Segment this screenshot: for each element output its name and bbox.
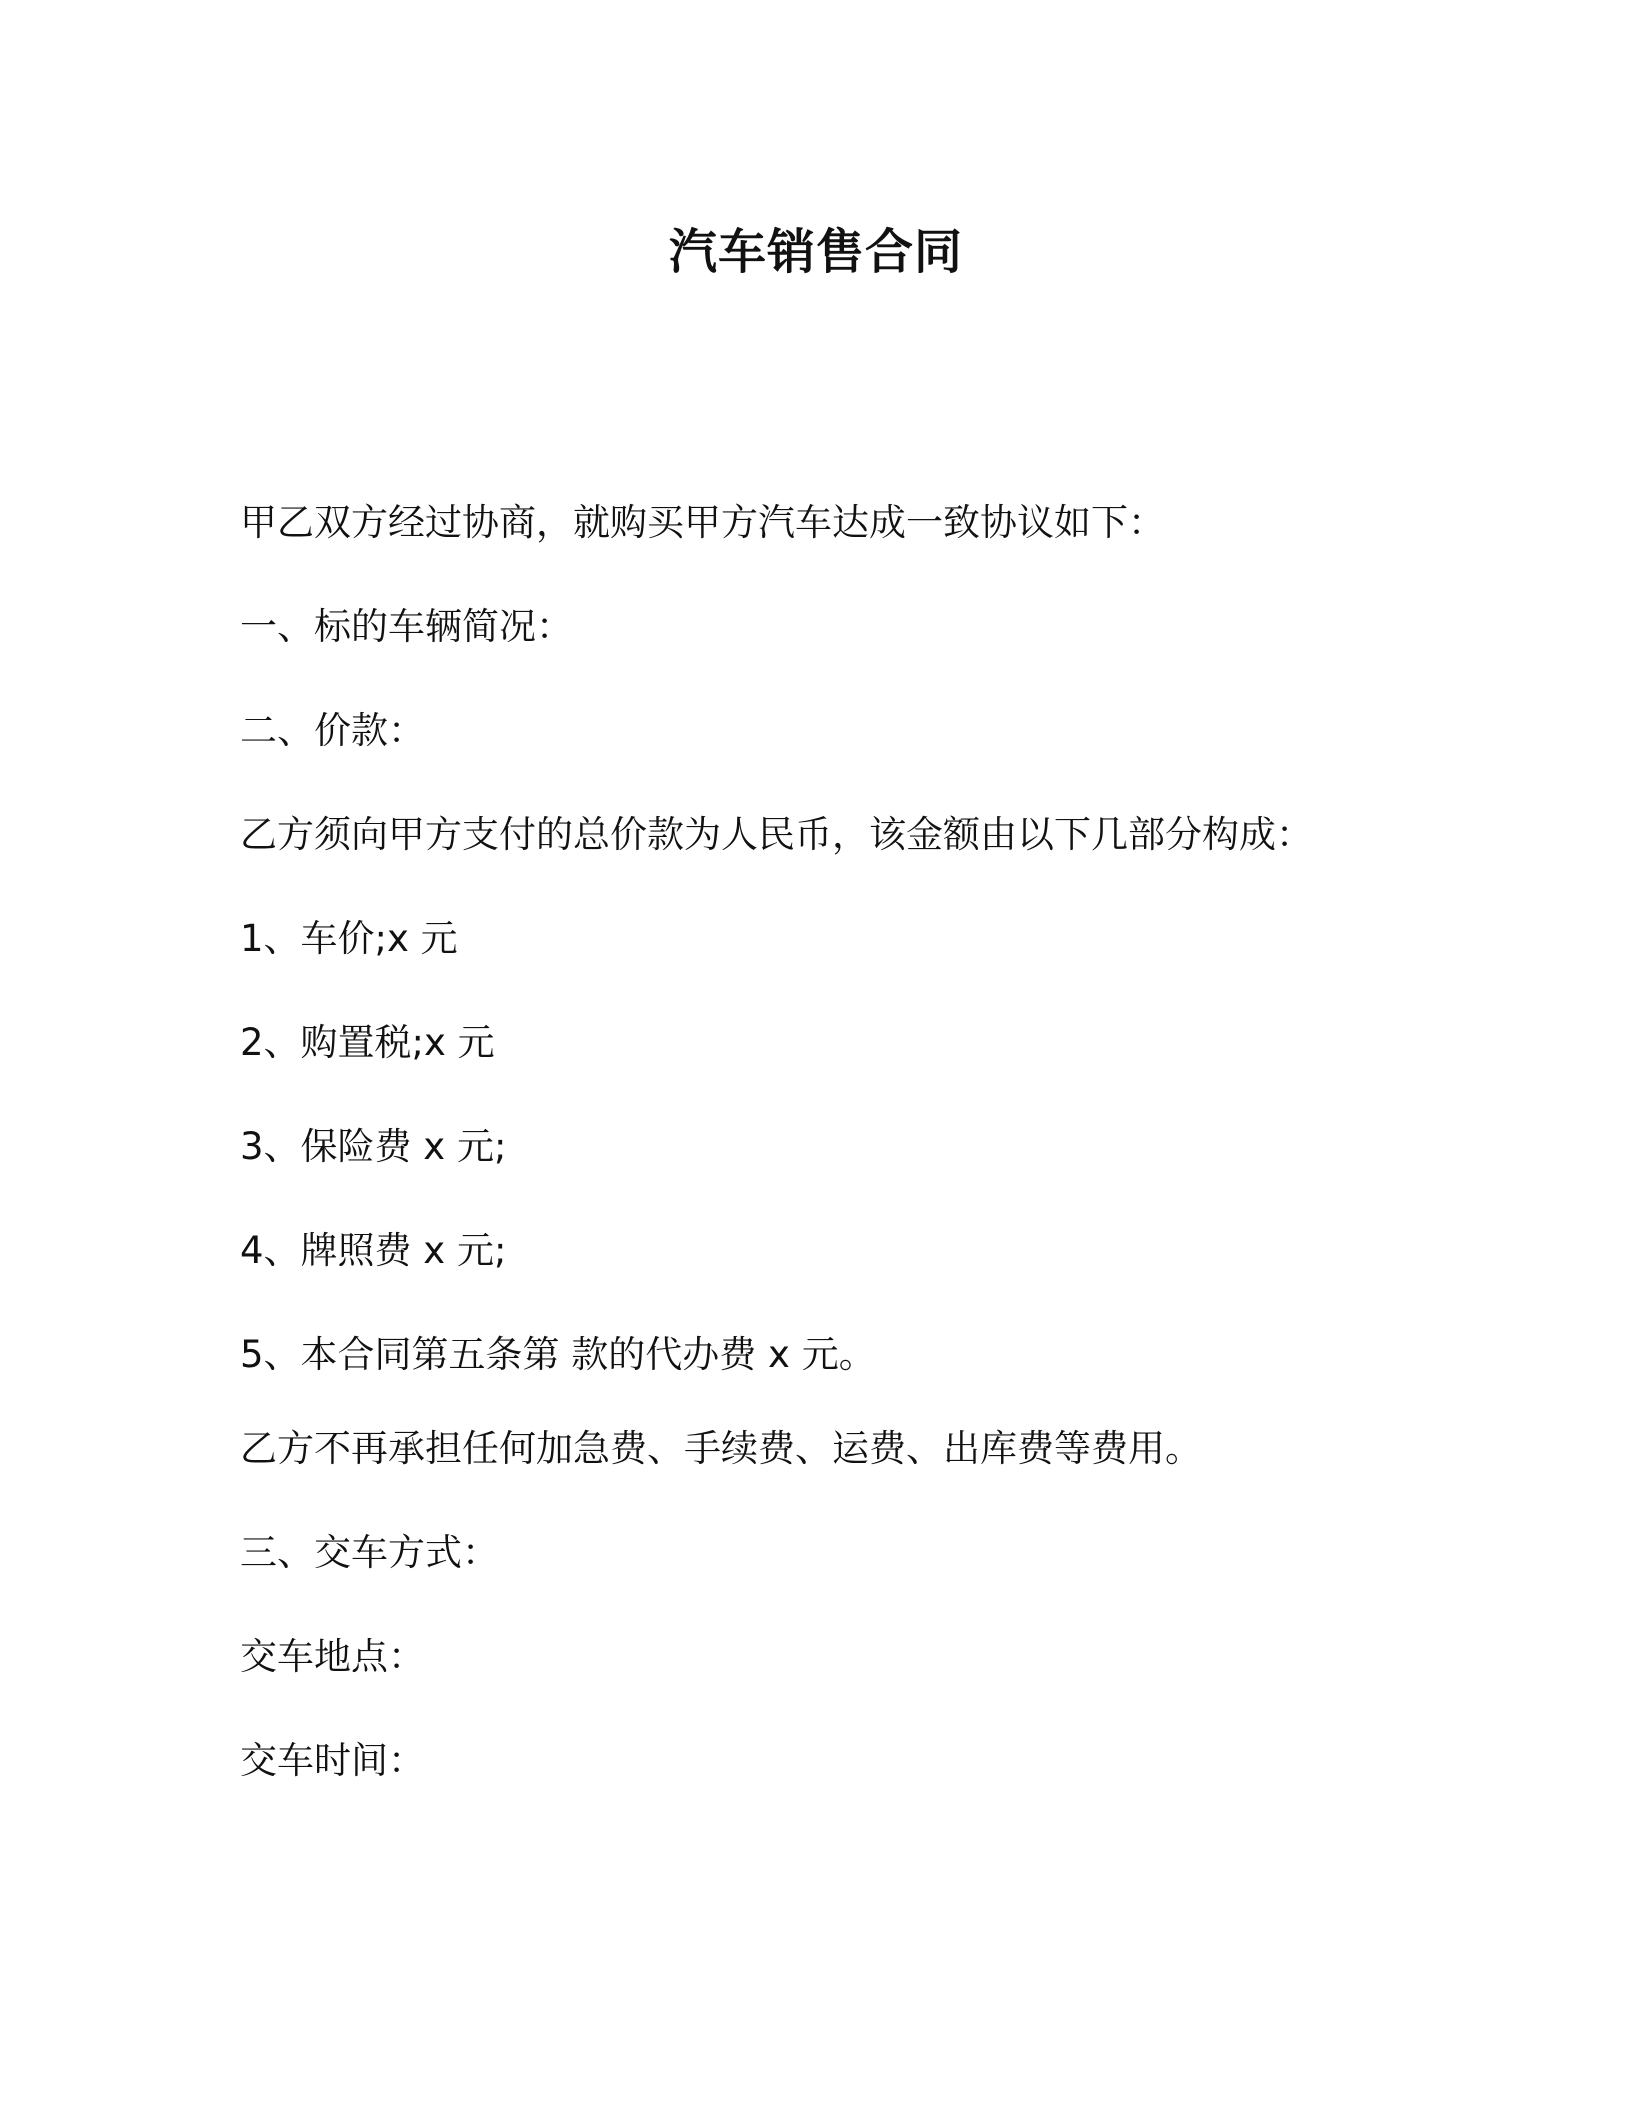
section-3-heading: 三、交车方式： [240, 1531, 499, 1574]
document-title: 汽车销售合同 [668, 224, 963, 280]
section-2-heading: 二、价款： [240, 709, 425, 752]
price-item-car: 1、车价;x 元 [240, 917, 458, 960]
price-item-purchase-tax: 2、购置税;x 元 [240, 1021, 495, 1064]
price-item-insurance: 3、保险费 x 元; [240, 1125, 507, 1168]
price-item-license: 4、牌照费 x 元; [240, 1229, 507, 1272]
price-item-agency-fee: 5、本合同第五条第 款的代办费 x 元。 [240, 1333, 876, 1376]
no-extra-fees-paragraph: 乙方不再承担任何加急费、手续费、运费、出库费等费用。 [240, 1427, 1202, 1470]
delivery-time-label: 交车时间： [240, 1739, 425, 1782]
section-1-heading: 一、标的车辆简况： [240, 605, 573, 648]
delivery-location-label: 交车地点： [240, 1635, 425, 1678]
intro-paragraph: 甲乙双方经过协商，就购买甲方汽车达成一致协议如下： [240, 501, 1165, 544]
price-composition-paragraph: 乙方须向甲方支付的总价款为人民币，该金额由以下几部分构成： [240, 813, 1313, 856]
